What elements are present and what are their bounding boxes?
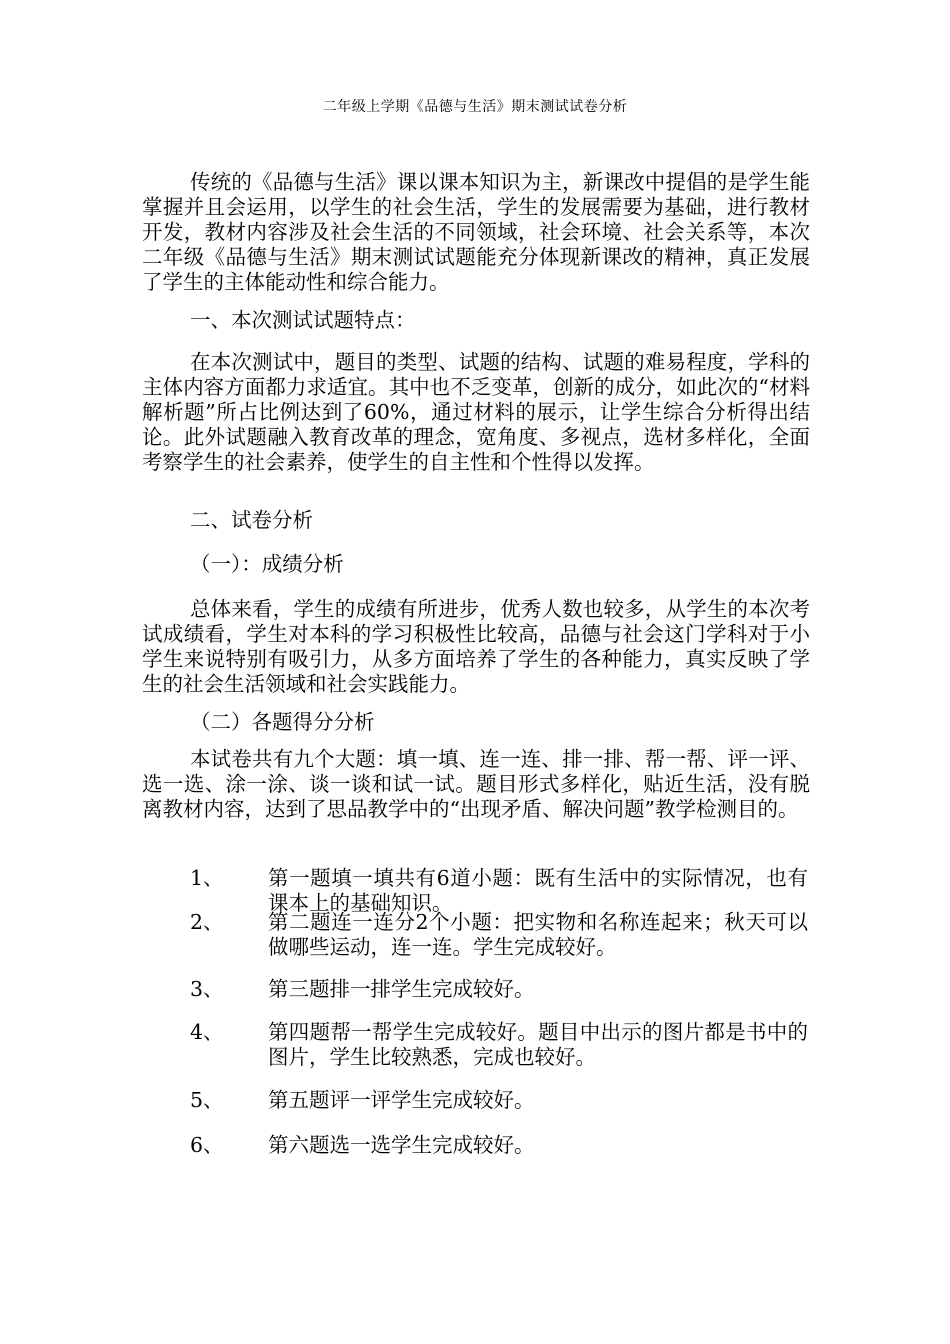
list-item-number: 4、 <box>190 1020 224 1044</box>
document-title: 二年级上学期《品德与生活》期末测试试卷分析 <box>322 99 628 115</box>
sub1-paragraph: 总体来看，学生的成绩有所进步，优秀人数也较多，从学生的本次考试成绩看，学生对本科的学习积极性比较高，品德与社会这门学科对于小学生来说特别有吸引力，从多方面培养了学生的各种能力，真实反映了学生的社会生活领域和社会实践能力。 <box>142 597 810 696</box>
list-item-text: 第一题填一填共有6道小题：既有生活中的实际情况，也有课本上的基础知识。 <box>268 866 808 915</box>
sub2-heading: （二）各题得分分析 <box>190 710 375 734</box>
list-item-number: 3、 <box>190 977 224 1001</box>
list-item-number: 6、 <box>190 1133 224 1157</box>
list-item-text: 第六题选一选学生完成较好。 <box>268 1133 535 1157</box>
list-item-text: 第二题连一连分2个小题：把实物和名称连起来；秋天可以做哪些运动，连一连。学生完成较好。 <box>268 910 808 959</box>
list-item-text: 第三题排一排学生完成较好。 <box>268 977 535 1001</box>
list-item-text: 第五题评一评学生完成较好。 <box>268 1088 535 1112</box>
section1-heading: 一、本次测试试题特点： <box>190 308 416 332</box>
list-item-number: 1、 <box>190 866 224 890</box>
sub1-heading: （一）：成绩分析 <box>190 552 344 576</box>
list-item-number: 2、 <box>190 910 224 934</box>
sub2-paragraph: 本试卷共有九个大题：填一填、连一连、排一排、帮一帮、评一评、选一选、涂一涂、谈一谈和试一试。题目形式多样化，贴近生活，没有脱离教材内容，达到了思品教学中的“出现矛盾、解决问题”教学检测目的。 <box>142 747 810 821</box>
section1-paragraph: 在本次测试中，题目的类型、试题的结构、试题的难易程度，学科的主体内容方面都力求适宜。其中也不乏变革，创新的成分，如此次的“材料解析题”所占比例达到了60%，通过材料的展示，让学生综合分析得出结论。此外试题融入教育改革的理念，宽角度、多视点，选材多样化，全面考察学生的社会素养，使学生的自主性和个性得以发挥。 <box>142 350 810 474</box>
list-item-number: 5、 <box>190 1088 224 1112</box>
list-item-text: 第四题帮一帮学生完成较好。题目中出示的图片都是书中的图片，学生比较熟悉，完成也较好。 <box>268 1020 808 1069</box>
section2-heading: 二、试卷分析 <box>190 508 313 532</box>
intro-paragraph: 传统的《品德与生活》课以课本知识为主，新课改中提倡的是学生能掌握并且会运用，以学生的社会生活，学生的发展需要为基础，进行教材开发，教材内容涉及社会生活的不同领域，社会环境、社会关系等，本次二年级《品德与生活》期末测试试题能充分体现新课改的精神，真正发展了学生的主体能动性和综合能力。 <box>142 170 810 294</box>
